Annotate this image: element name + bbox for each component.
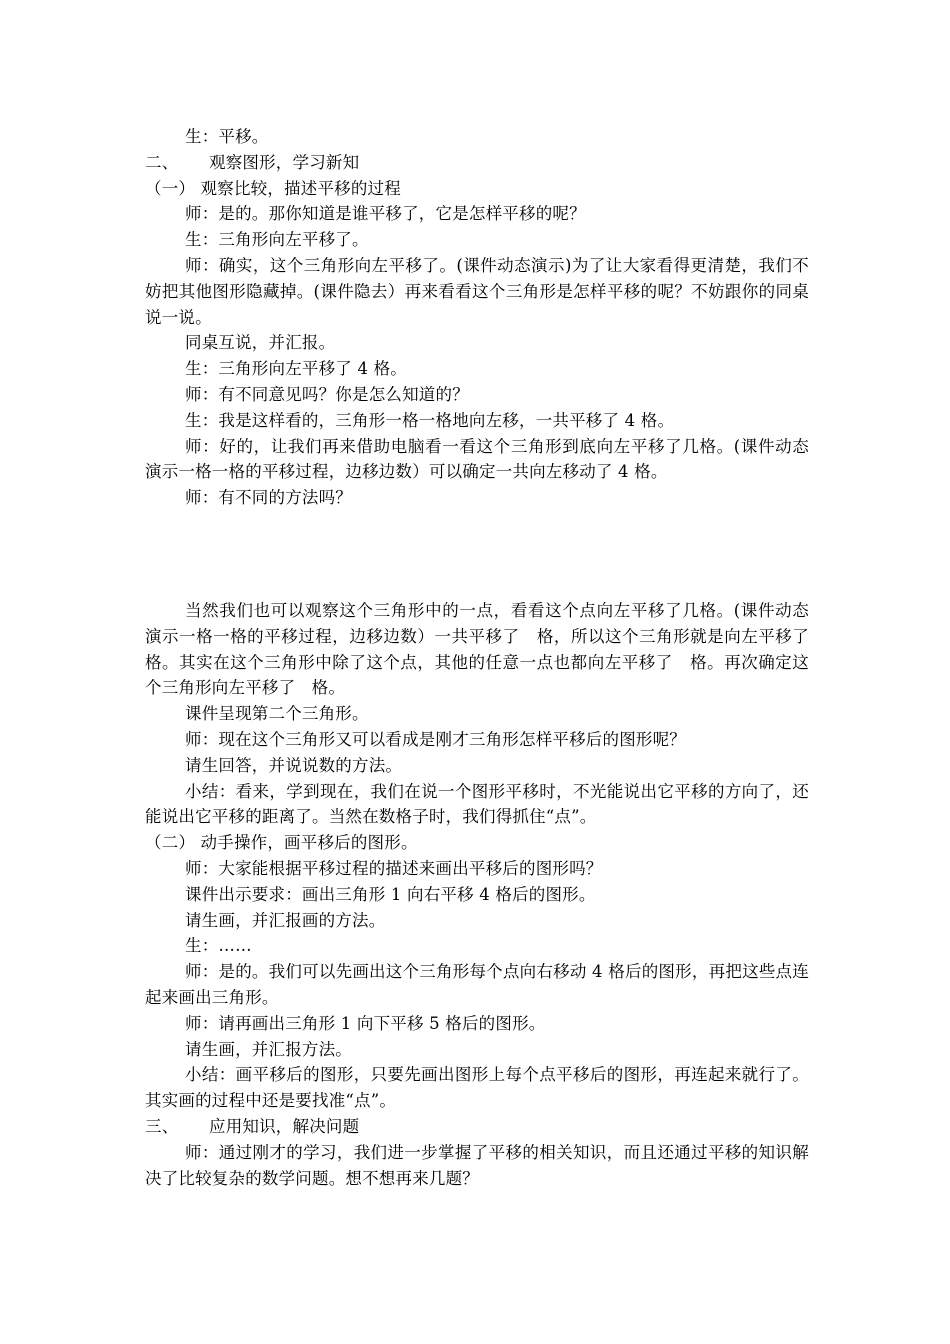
paragraph: 同桌互说，并汇报。 bbox=[185, 333, 336, 353]
paragraph: 师：有不同的方法吗？ bbox=[185, 488, 352, 508]
section-number: 三、 bbox=[145, 1116, 179, 1136]
paragraph: 当然我们也可以观察这个三角形中的一点，看看这个点向左平移了几格。(课件动态演示一格一格的平移过程，边移边数）一共平移了 格，所以这个三角形就是向左平移了 格。其实在这个三角形中除了这个点，其他的任意一点也都向左平移了 格。再次确定这个三角形向左平移了 格。 bbox=[145, 601, 826, 698]
paragraph: 师：请再画出三角形 1 向下平移 5 格后的图形。 bbox=[185, 1013, 546, 1033]
subsection-heading: （二） 动手操作，画平移后的图形。 bbox=[145, 833, 418, 853]
paragraph: 生：我是这样看的，三角形一格一格地向左移，一共平移了 4 格。 bbox=[185, 410, 675, 430]
paragraph: 请生回答，并说说数的方法。 bbox=[185, 755, 403, 775]
section-title: 应用知识，解决问题 bbox=[209, 1116, 360, 1136]
lesson-text-upper bbox=[145, 124, 809, 511]
paragraph: 生：三角形向左平移了 4 格。 bbox=[185, 359, 407, 379]
paragraph: 请生画，并汇报方法。 bbox=[185, 1039, 352, 1059]
paragraph: 师：有不同意见吗？你是怎么知道的？ bbox=[185, 384, 469, 404]
paragraph: 请生画，并汇报画的方法。 bbox=[185, 910, 386, 930]
paragraph: 师：好的，让我们再来借助电脑看一看这个三角形到底向左平移了几格。(课件动态演示一格一格的平移过程，边移边数）可以确定一共向左移动了 4 格。 bbox=[145, 436, 809, 482]
paragraph: 生：三角形向左平移了。 bbox=[185, 230, 369, 250]
paragraph: 课件呈现第二个三角形。 bbox=[185, 704, 369, 724]
paragraph: 师：是的。那你知道是谁平移了，它是怎样平移的呢？ bbox=[185, 204, 586, 224]
lesson-text-lower bbox=[145, 598, 826, 1191]
paragraph: 课件出示要求：画出三角形 1 向右平移 4 格后的图形。 bbox=[185, 884, 596, 904]
section-title: 观察图形，学习新知 bbox=[209, 152, 360, 172]
subsection-heading: （一） 观察比较，描述平移的过程 bbox=[145, 178, 401, 198]
paragraph: 师：通过刚才的学习，我们进一步掌握了平移的相关知识，而且还通过平移的知识解决了比较复杂的数学问题。想不想再来几题？ bbox=[145, 1142, 809, 1188]
section-heading bbox=[145, 1114, 809, 1140]
paragraph: 师：大家能根据平移过程的描述来画出平移后的图形吗？ bbox=[185, 858, 603, 878]
section-number: 二、 bbox=[145, 152, 179, 172]
paragraph: 师：是的。我们可以先画出这个三角形每个点向右移动 4 格后的图形，再把这些点连起来画出三角形。 bbox=[145, 962, 809, 1007]
paragraph: 小结：看来，学到现在，我们在说一个图形平移时，不光能说出它平移的方向了，还能说出它平移的距离了。当然在数格子时，我们得抓住“点”。 bbox=[145, 781, 809, 827]
paragraph: 生：平移。 bbox=[185, 127, 269, 146]
section-heading bbox=[145, 150, 809, 176]
paragraph: 师：现在这个三角形又可以看成是刚才三角形怎样平移后的图形呢？ bbox=[185, 729, 686, 749]
paragraph: 生：…… bbox=[185, 936, 252, 956]
paragraph: 小结：画平移后的图形，只要先画出图形上每个点平移后的图形，再连起来就行了。其实画的过程中还是要找准“点”。 bbox=[145, 1065, 809, 1111]
paragraph: 师：确实，这个三角形向左平移了。(课件动态演示)为了让大家看得更清楚，我们不妨把其他图形隐藏掉。(课件隐去）再来看看这个三角形是怎样平移的呢？不妨跟你的同桌说一说。 bbox=[145, 255, 809, 327]
